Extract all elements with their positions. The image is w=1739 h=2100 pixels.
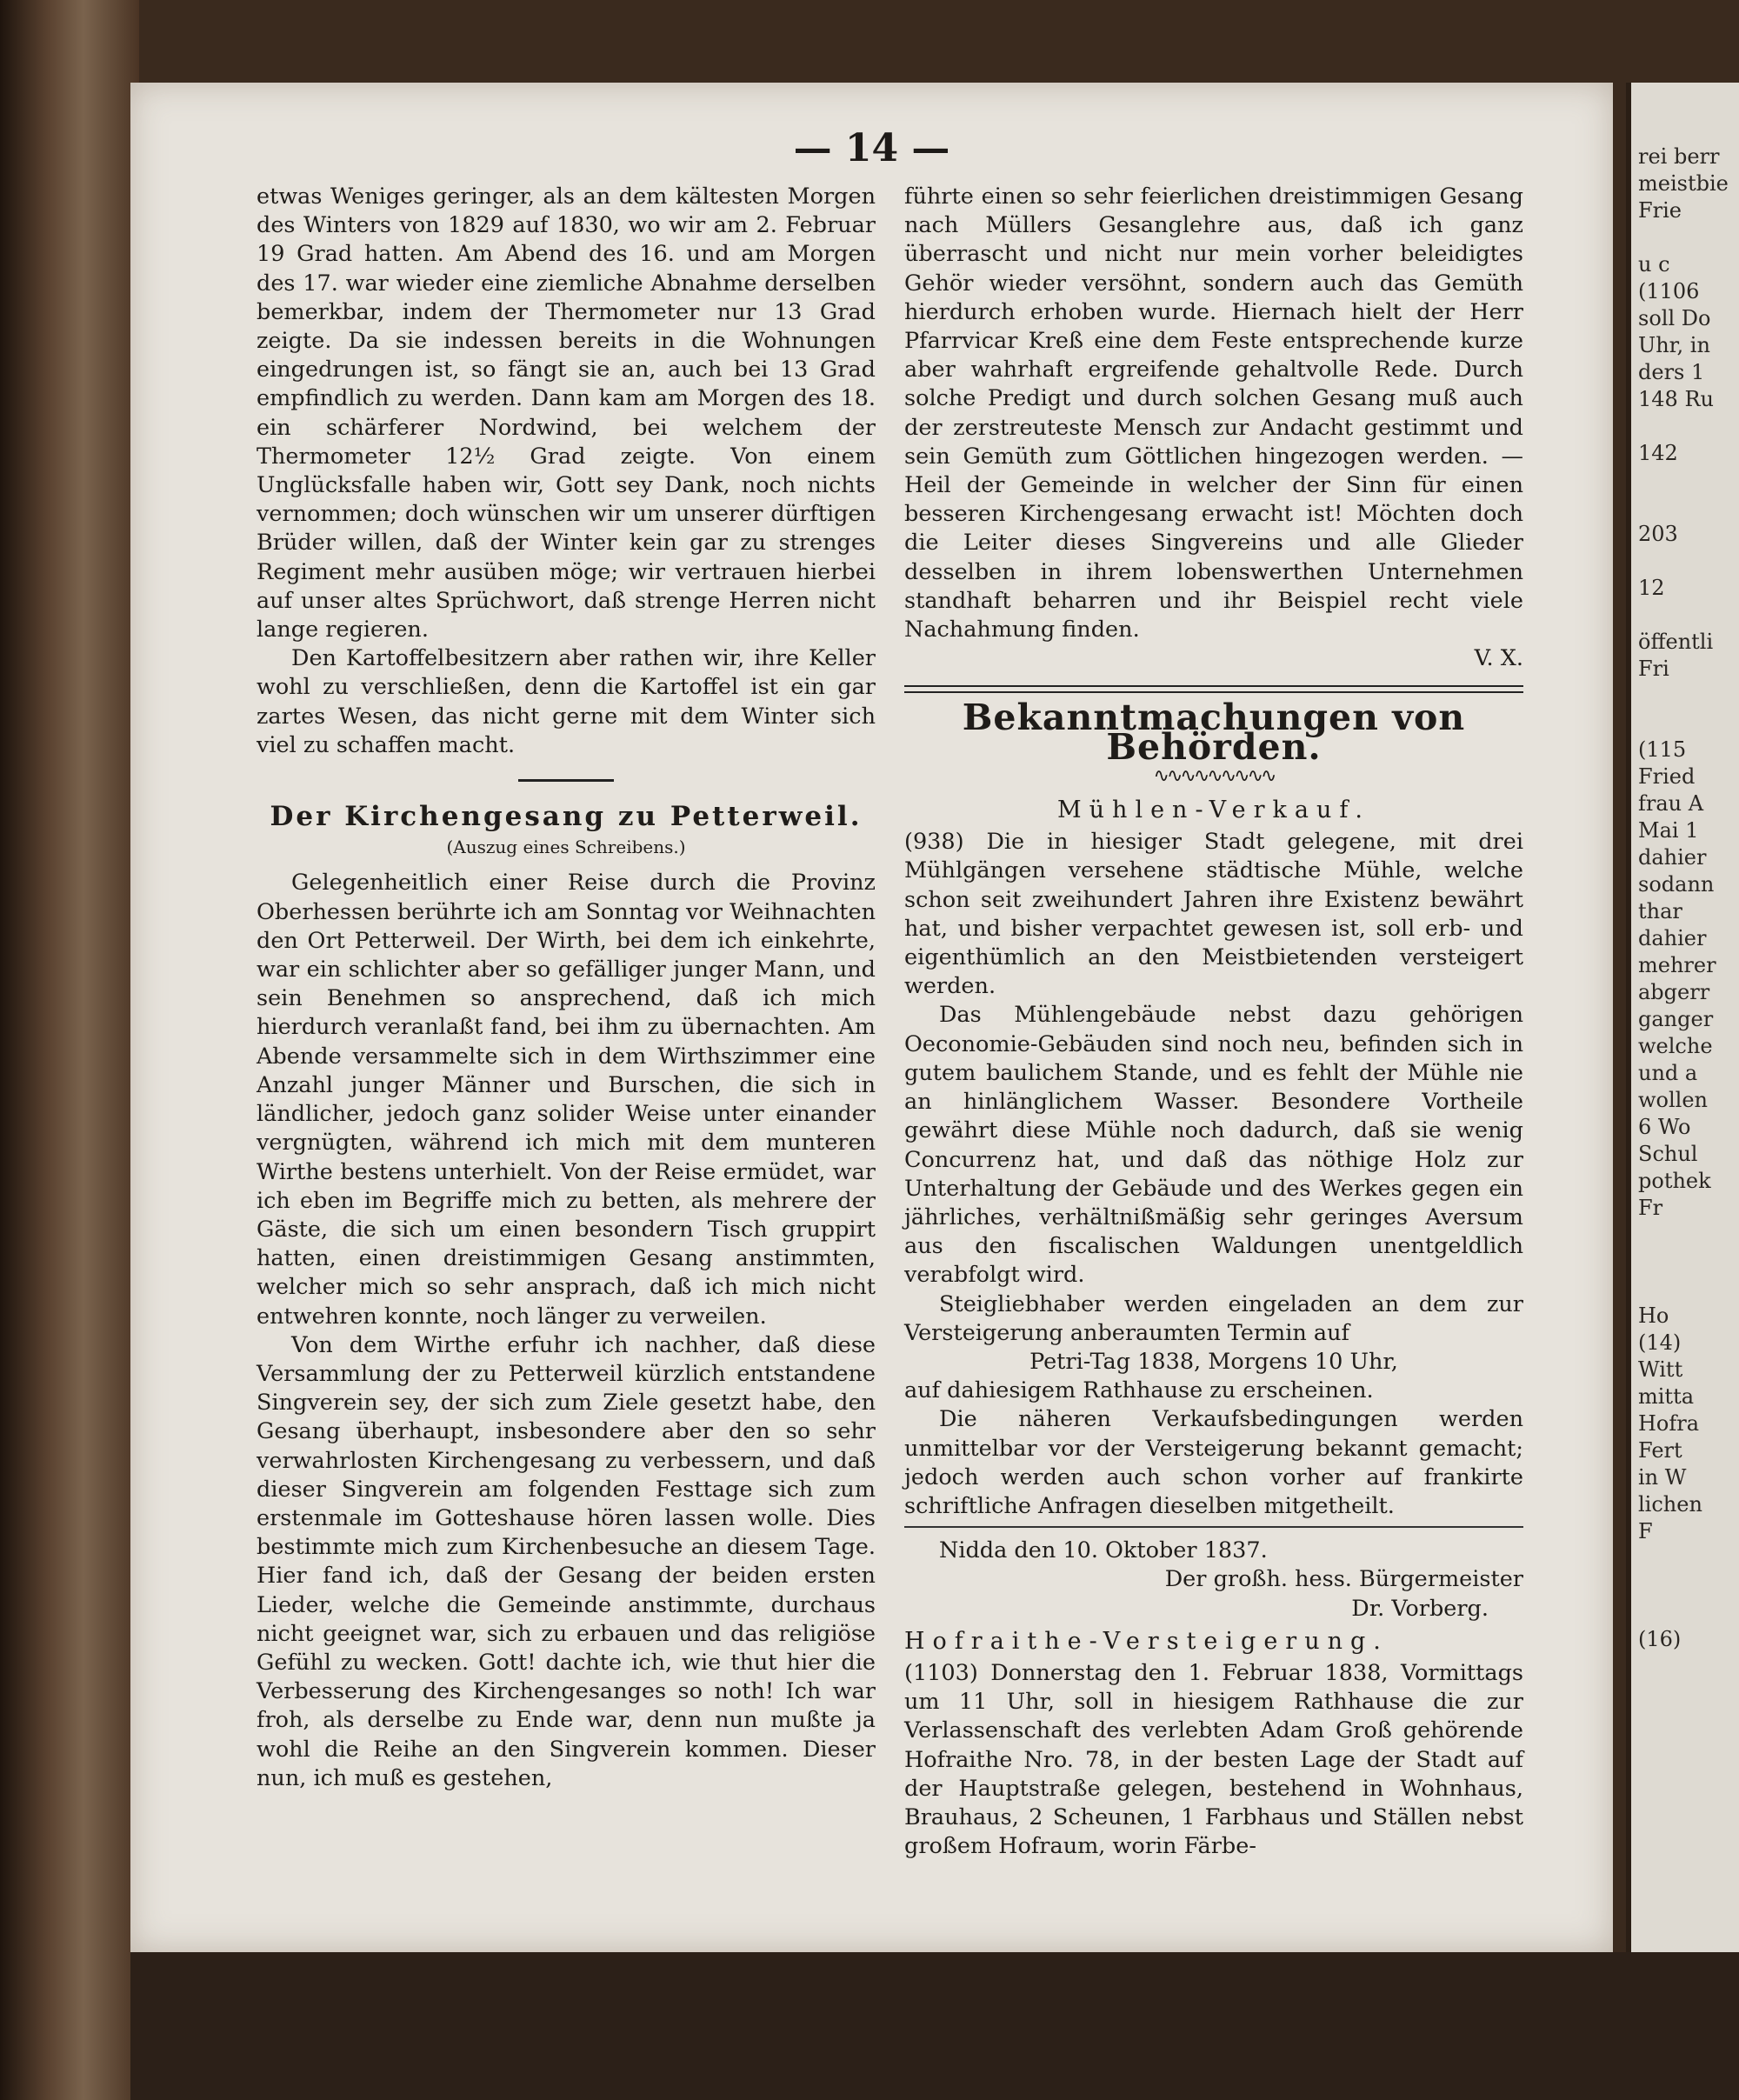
section-ornament: ∿∿∿∿∿∿∿∿∿ <box>1153 764 1275 787</box>
adjacent-page-line: rei berr <box>1638 144 1720 169</box>
adjacent-page-fragment <box>1626 83 1739 1952</box>
book-binding <box>0 0 139 2100</box>
adjacent-page-line <box>1631 1222 1739 1249</box>
adjacent-page-line <box>1631 1545 1739 1572</box>
notice-title-mill-sale: Mühlen-Verkauf. <box>1057 797 1370 824</box>
notice1-paragraph-1: (938) Die in hiesiger Stadt gelegene, mit drei Mühlgängen versehene städtische Mühle, welche schon seit zweihundert Jahren ihre Existenz bewährt hat, und bisher verpachtet gewesen ist, soll erb- und eigenthümlich an den Meistbietenden versteigert werden. <box>904 829 1523 1000</box>
adjacent-page-line: ders 1 <box>1638 360 1705 384</box>
notice1-paragraph-4: Die näheren Verkaufsbedingungen werden unmittelbar vor der Versteigerung bekannt gemacht; jedoch werden auch schon vorher auf frankirte schriftliche Anfragen dieselben mitgetheilt. <box>904 1406 1523 1519</box>
notice1-rule <box>904 1526 1523 1528</box>
adjacent-page-line: mehrer <box>1638 953 1716 977</box>
adjacent-page-line: 6 Wo <box>1638 1115 1691 1139</box>
left-paragraph-1: etwas Weniges geringer, als an dem kältesten Morgen des Winters von 1829 auf 1830, wo wir am 2. Februar 19 Grad hatten. Am Abend des 16. und am Morgen des 17. war wieder eine ziemliche Abnahme derselben bemerkbar, indem der Thermometer nur 13 Grad zeigte. Da sie indessen bereits in die Wohnungen eingedrungen ist, so fängt sie an, auch bei 13 Grad empfindlich zu werden. Dann kam am Morgen des 18. ein schärferer Nordwind, bei welchem der Thermometer 12½ Grad zeigte. Von einem Unglücksfalle haben wir, Gott sey Dank, noch nichts vernommen; doch wünschen wir um unserer dürftigen Brüder willen, daß der Winter kein gar zu strenges Regiment mehr ausüben möge; wir vertrauen hierbei auf unser altes Sprüchwort, daß strenge Herren nicht lange regieren. <box>257 183 876 643</box>
notice-title-estate-auction: Hofraithe-Versteigerung. <box>904 1627 1389 1655</box>
adjacent-page-line: 148 Ru <box>1638 387 1714 411</box>
notice1-paragraph-3: Steigliebhaber werden eingeladen an dem zur Versteigerung anberaumten Termin auf <box>904 1290 1523 1346</box>
right-column <box>904 183 1523 1861</box>
adjacent-page-line: pothek <box>1638 1169 1711 1193</box>
adjacent-page-line <box>1631 467 1739 494</box>
adjacent-page-line: soll Do <box>1638 306 1711 330</box>
adjacent-page-line: dahier <box>1638 845 1707 870</box>
adjacent-page-line <box>1631 1572 1739 1599</box>
adjacent-page-line <box>1631 1599 1739 1626</box>
author-initials: V. X. <box>1474 645 1523 672</box>
adjacent-page-line: Uhr, in <box>1638 333 1710 357</box>
adjacent-page-line: meistbie <box>1638 171 1729 196</box>
adjacent-page-line: mitta <box>1638 1384 1695 1409</box>
book-bottom-edge <box>130 1952 1739 2100</box>
adjacent-page-line: thar <box>1638 899 1682 923</box>
notice1-paragraph-2: Das Mühlengebäude nebst dazu gehörigen Oeconomie-Gebäuden sind noch neu, befinden sich in gutem baulichem Stande, und es fehlt der Mühle nie an hinlänglichem Wasser. Besondere Vortheile gewährt diese Mühle noch dadurch, daß sie wenig Concurrenz hat, und daß das nöthige Holz zur Unterhaltung der Gebäude und des Werkes gegen ein jährliches, verhältnißmäßig sehr geringes Aversum aus den fiscalischen Waldungen unentgeldlich verabfolgt wird. <box>904 1002 1523 1289</box>
section-divider <box>904 685 1523 693</box>
left-paragraph-4: Von dem Wirthe erfuhr ich nachher, daß diese Versammlung der zu Petterweil kürzlich entstandene Singverein sey, der sich zum Ziele gesetzt habe, den Gesang überhaupt, insbesondere aber den so sehr verwahrlosten Kirchengesang zu verbessern, und daß dieser Singverein am folgenden Festtage sich zum erstenmale im Gotteshause hören lassen wolle. Dies bestimmte mich zum Kirchenbesuche an diesem Tage. Hier fand ich, daß der Gesang der beiden ersten Lieder, welche die Gemeinde anstimmte, durchaus nicht geeignet war, sich zu erbauen und das religiöse Gefühl zu wecken. Gott! dachte ich, wie thut hier die Verbesserung des Kirchengesanges so noth! Ich war froh, als derselbe zu Ende war, denn nun mußte ja wohl die Reihe an den Singverein kommen. Dieser nun, ich muß es gestehen, <box>257 1331 876 1791</box>
adjacent-page-line <box>1631 548 1739 575</box>
adjacent-page-line: F <box>1638 1519 1653 1543</box>
adjacent-page-line: (1106 <box>1638 279 1700 303</box>
adjacent-page-line: (115 <box>1638 737 1687 762</box>
adjacent-page-line: Mai 1 <box>1638 818 1699 843</box>
adjacent-page-lines <box>1631 83 1739 1653</box>
left-paragraph-2: Den Kartoffelbesitzern aber rathen wir, ihre Keller wohl zu verschließen, denn die Kartoffel ist ein gar zartes Wesen, das nicht gerne mit dem Winter sich viel zu schaffen macht. <box>257 645 876 758</box>
notice1-auction-date: Petri-Tag 1838, Morgens 10 Uhr, <box>1029 1348 1398 1375</box>
adjacent-page-line: (16) <box>1638 1627 1682 1651</box>
notice1-auction-place: auf dahiesigem Rathhause zu erscheinen. <box>904 1377 1374 1404</box>
notice1-signature-title: Der großh. hess. Bürgermeister <box>1164 1566 1523 1593</box>
adjacent-page-line: lichen <box>1638 1492 1702 1517</box>
left-column <box>257 183 876 1793</box>
adjacent-page-line <box>1631 224 1739 251</box>
notice1-dateline: Nidda den 10. Oktober 1837. <box>939 1537 1268 1564</box>
adjacent-page-line: ganger <box>1638 1007 1714 1031</box>
adjacent-page-line: sodann <box>1638 872 1715 897</box>
adjacent-page-line: Ho <box>1638 1303 1669 1328</box>
notice2-paragraph-1: (1103) Donnerstag den 1. Februar 1838, Vormittags um 11 Uhr, soll in hiesigem Rathhause die zur Verlassenschaft des verlebten Adam Groß gehörende Hofraithe Nro. 78, in der besten Lage der Stadt auf der Hauptstraße gelegen, bestehend in Wohnhaus, Brauhaus, 2 Scheunen, 1 Farbhaus und Ställen nebst großem Hofraum, worin Färbe- <box>904 1659 1523 1860</box>
adjacent-page-line: in W <box>1638 1465 1687 1490</box>
adjacent-page-line: Fried <box>1638 764 1696 789</box>
adjacent-page-line: (14) <box>1638 1330 1682 1355</box>
adjacent-page-line: frau A <box>1638 791 1704 816</box>
adjacent-page-line: 142 <box>1638 441 1678 465</box>
adjacent-page-line <box>1631 1276 1739 1303</box>
newspaper-page <box>130 83 1613 1952</box>
adjacent-page-line: 203 <box>1638 522 1678 546</box>
page-number: — 14 — <box>793 126 950 170</box>
article-subtitle: (Auszug eines Schreibens.) <box>446 837 686 858</box>
adjacent-page-line: welche <box>1638 1034 1713 1058</box>
adjacent-page-line: und a <box>1638 1061 1698 1085</box>
adjacent-page-line: dahier <box>1638 926 1707 950</box>
section-title: Bekanntmachungen von Behörden. <box>962 697 1466 768</box>
adjacent-page-line <box>1631 602 1739 629</box>
adjacent-page-line: Schul <box>1638 1142 1698 1166</box>
right-paragraph-1: führte einen so sehr feierlichen dreistimmigen Gesang nach Müllers Gesanglehre aus, daß ich ganz überrascht und nicht nur mein vorher beleidigtes Gehör wieder versöhnt, sondern auch das Gemüth hierdurch erhoben wurde. Hiernach hielt der Herr Pfarrvicar Kreß eine dem Feste entsprechende kurze aber wahrhaft ergreifende gehaltvolle Rede. Durch solche Predigt und durch solchen Gesang muß auch der zerstreuteste Mensch zur Andacht gestimmt und sein Gemüth zum Göttlichen hingezogen werden. — Heil der Gemeinde in welcher der Sinn für einen besseren Kirchengesang erwacht ist! Möchten doch die Leiter dieses Singvereins und alle Glieder desselben in ihrem lobenswerthen Unternehmen standhaft beharren und ihr Beispiel recht viele Nachahmung finden. <box>904 183 1523 643</box>
separator-rule <box>518 779 614 782</box>
adjacent-page-line: wollen <box>1638 1088 1709 1112</box>
adjacent-page-line <box>1631 710 1739 737</box>
adjacent-page-line: Witt <box>1638 1357 1683 1382</box>
adjacent-page-line: Frie <box>1638 198 1682 223</box>
adjacent-page-line: u c <box>1638 252 1670 277</box>
article-title: Der Kirchengesang zu Petterweil. <box>270 801 863 833</box>
adjacent-page-line: 12 <box>1638 576 1665 600</box>
notice1-signature-name: Dr. Vorberg. <box>1351 1595 1489 1622</box>
adjacent-page-line: öffentli <box>1638 630 1714 654</box>
adjacent-page-line: abgerr <box>1638 980 1710 1004</box>
adjacent-page-line <box>1631 683 1739 710</box>
adjacent-page-line: Hofra <box>1638 1411 1700 1436</box>
adjacent-page-line <box>1631 1249 1739 1276</box>
adjacent-page-line <box>1631 413 1739 440</box>
left-paragraph-3: Gelegenheitlich einer Reise durch die Provinz Oberhessen berührte ich am Sonntag vor Weihnachten den Ort Petterweil. Der Wirth, bei dem ich einkehrte, war ein schlichter aber so gefälliger junger Mann, und sein Benehmen so ansprechend, daß ich mich hierdurch veranlaßt fand, bei ihm zu übernachten. Am Abende versammelte sich in dem Wirthszimmer eine Anzahl junger Männer und Burschen, die sich in ländlicher, jedoch ganz solider Weise unter einander vergnügten, während ich mich mit dem munteren Wirthe bestens unterhielt. Von der Reise ermüdet, war ich eben im Begriffe mich zu betten, als mehrere der Gäste, die sich um einen besondern Tisch gruppirt hatten, einen dreistimmigen Gesang anstimmten, welcher mich so sehr ansprach, daß ich mich nicht entwehren konnte, noch länger zu verweilen. <box>257 870 876 1330</box>
adjacent-page-line <box>1631 494 1739 521</box>
adjacent-page-line: Fert <box>1638 1438 1682 1463</box>
adjacent-page-line: Fri <box>1638 657 1669 681</box>
adjacent-page-line: Fr <box>1638 1196 1663 1220</box>
